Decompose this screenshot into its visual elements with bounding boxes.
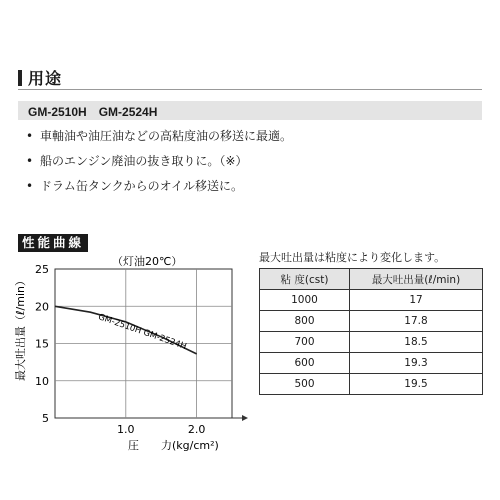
x-axis-label: 圧 力(kg/cm²) xyxy=(128,439,219,452)
section-heading-usage xyxy=(18,66,62,89)
table-row xyxy=(260,374,483,395)
y-tick-label: 5 xyxy=(42,412,49,425)
table-cell: 18.5 xyxy=(350,332,483,353)
bullet-text: 船のエンジン廃油の抜き取りに。（※） xyxy=(40,154,248,168)
bullet-dot: • xyxy=(26,179,34,193)
bullet-item xyxy=(26,154,247,168)
bullet-dot: • xyxy=(26,154,34,168)
table-caption: 最大吐出量は粘度により変化します。 xyxy=(259,251,446,264)
series-line xyxy=(55,306,197,354)
table-cell: 800 xyxy=(260,311,350,332)
table-row xyxy=(260,311,483,332)
section-title-usage: 用途 xyxy=(28,69,63,88)
table-cell: 19.3 xyxy=(350,353,483,374)
plot-frame xyxy=(55,269,232,418)
section-title-performance: 性能曲線 xyxy=(18,234,88,252)
table-header-row xyxy=(260,269,483,290)
bullet-dot: • xyxy=(26,129,34,143)
x-axis-arrow xyxy=(242,415,248,421)
divider xyxy=(18,89,482,90)
chart-annotation: （灯油20℃） xyxy=(112,255,183,268)
bullet-text: 車軸油や油圧油などの高粘度油の移送に最適。 xyxy=(40,129,293,143)
y-tick-label: 20 xyxy=(35,300,49,314)
bullet-item xyxy=(26,129,292,143)
chart-ticks xyxy=(35,263,205,436)
chart-series xyxy=(55,306,197,354)
heading-marker xyxy=(18,70,22,86)
chart-grid xyxy=(55,269,248,421)
series-label: GM-2510H GM-2524H xyxy=(96,312,188,353)
x-tick-label: 2.0 xyxy=(187,423,206,436)
column-header: 粘 度(cst) xyxy=(260,269,350,290)
table-cell: 500 xyxy=(260,374,350,395)
viscosity-table xyxy=(259,268,483,395)
model-names: GM-2510H GM-2524H xyxy=(28,105,158,119)
y-axis-label: 最大吐出量（ℓ/min） xyxy=(14,275,27,381)
y-tick-label: 25 xyxy=(35,263,49,276)
y-tick-label: 15 xyxy=(35,337,49,351)
y-tick-label: 10 xyxy=(35,374,49,388)
table-row xyxy=(260,290,483,311)
table-cell: 19.5 xyxy=(350,374,483,395)
x-tick-label: 1.0 xyxy=(117,423,135,436)
column-header: 最大吐出量(ℓ/min) xyxy=(350,269,483,290)
table-cell: 700 xyxy=(260,332,350,353)
table-row xyxy=(260,353,483,374)
bullet-text: ドラム缶タンクからのオイル移送に。 xyxy=(40,179,244,193)
table-cell: 17.8 xyxy=(350,311,483,332)
table-cell: 1000 xyxy=(260,290,350,311)
table-cell: 17 xyxy=(350,290,483,311)
bullet-item xyxy=(26,179,243,193)
table-row xyxy=(260,332,483,353)
table-cell: 600 xyxy=(260,353,350,374)
